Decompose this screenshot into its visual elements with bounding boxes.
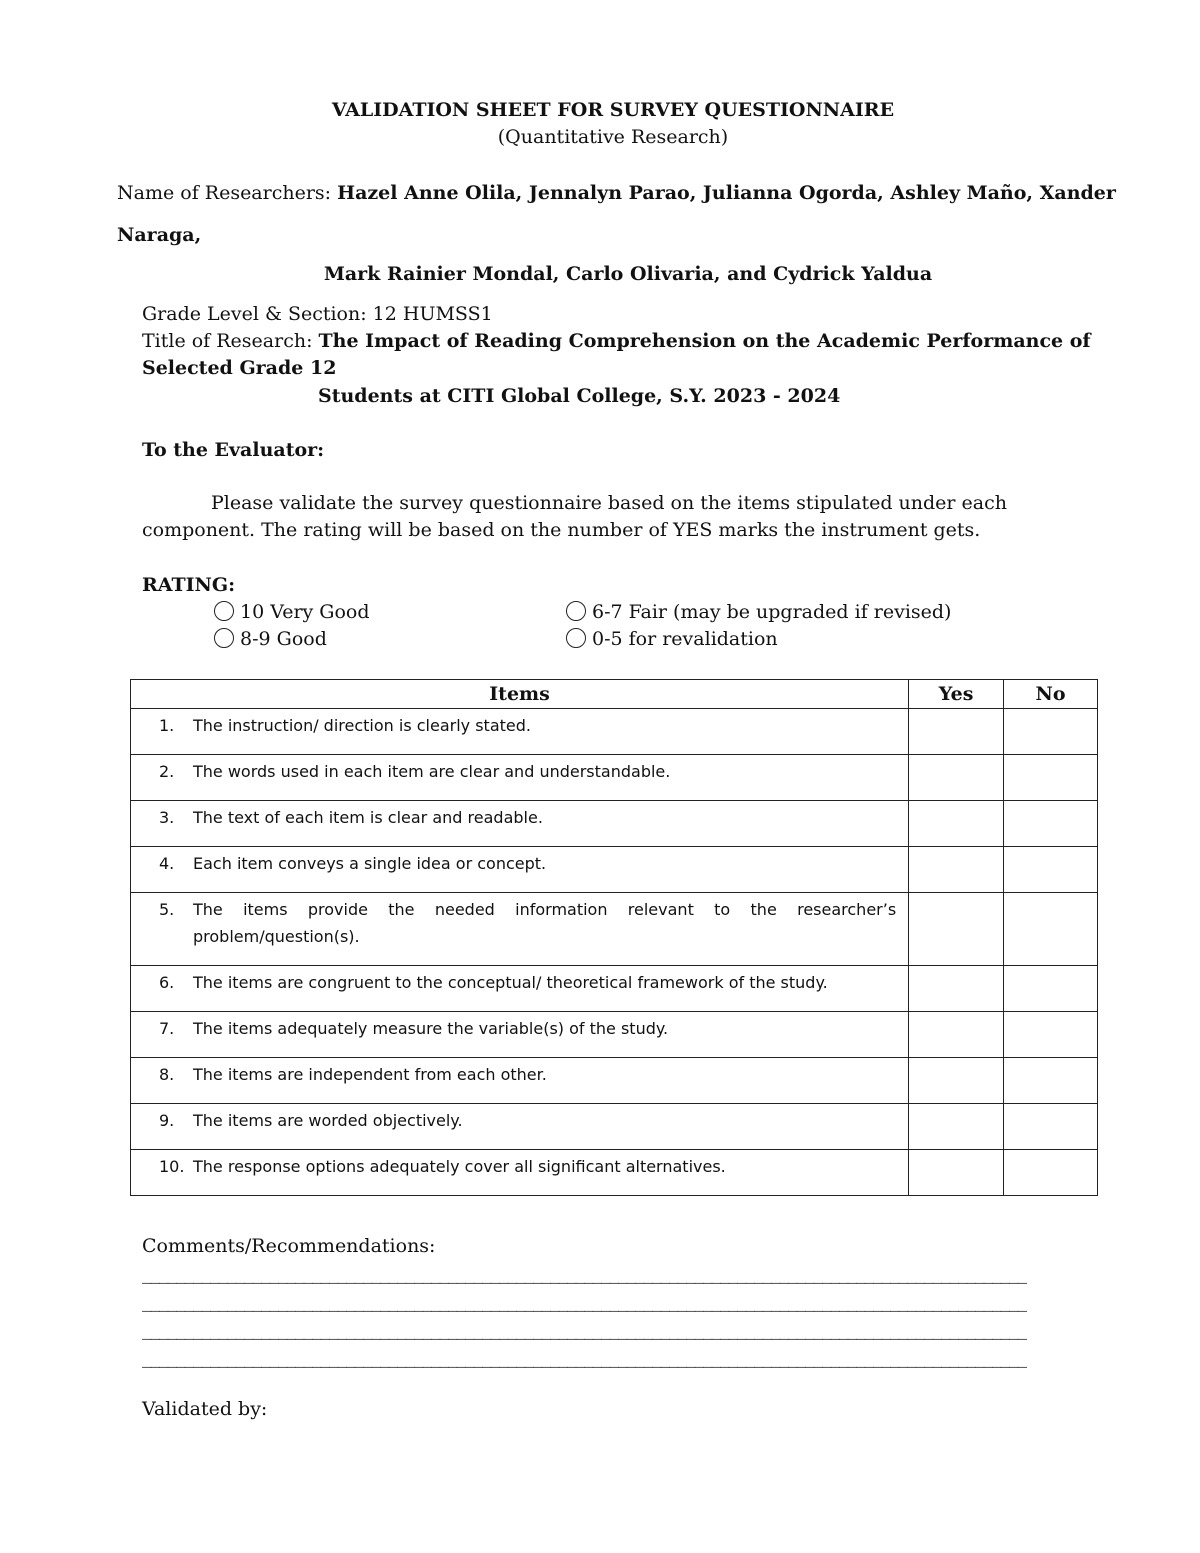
- item-number: 1.: [159, 716, 175, 735]
- table-row: [131, 1104, 1098, 1150]
- item-text: Each item conveys a single idea or concept.: [193, 854, 547, 873]
- comments-blank-line[interactable]: ________________________________________________________________________________________________________: [142, 1290, 1026, 1312]
- item-number: 6.: [159, 973, 175, 992]
- validated-by-label: Validated by:: [142, 1398, 268, 1420]
- table-row: [131, 709, 1098, 755]
- rating-heading-text: RATING:: [142, 574, 236, 596]
- table-row: [131, 893, 1098, 966]
- item-text: The words used in each item are clear and understandable.: [193, 762, 671, 781]
- item-number: 5.: [159, 900, 175, 919]
- table-row: [131, 1150, 1098, 1196]
- yes-cell[interactable]: [909, 801, 1004, 847]
- item-number: 3.: [159, 808, 175, 827]
- item-cell: [131, 1012, 909, 1058]
- table-row: [131, 1058, 1098, 1104]
- rating-option-10[interactable]: [214, 599, 370, 626]
- radio-circle-icon[interactable]: [214, 601, 234, 621]
- yes-cell[interactable]: [909, 1058, 1004, 1104]
- no-cell[interactable]: [1004, 1012, 1098, 1058]
- evaluator-instruction-1: Please validate the survey questionnaire based on the items stipulated under each: [211, 492, 1007, 514]
- rating-option-8-9[interactable]: [214, 626, 327, 653]
- table-row: [131, 1012, 1098, 1058]
- yes-cell[interactable]: [909, 1012, 1004, 1058]
- evaluator-heading-text: To the Evaluator:: [142, 439, 325, 461]
- document-title: VALIDATION SHEET FOR SURVEY QUESTIONNAIRE: [331, 99, 895, 121]
- radio-circle-icon[interactable]: [566, 601, 586, 621]
- rating-heading: [142, 572, 235, 599]
- item-cell: [131, 1058, 909, 1104]
- table-header-row: [131, 680, 1098, 709]
- item-text: The items are congruent to the conceptual/ theoretical framework of the study.: [193, 973, 828, 992]
- grade-line: [142, 301, 493, 328]
- researchers-line-2: [117, 222, 201, 249]
- item-number: 10.: [159, 1157, 185, 1176]
- no-cell[interactable]: [1004, 1058, 1098, 1104]
- no-cell[interactable]: [1004, 755, 1098, 801]
- item-text: The items provide the needed information relevant to the researcher’s problem/question(s).: [193, 900, 897, 946]
- item-number: 8.: [159, 1065, 175, 1084]
- item-cell: [131, 893, 909, 966]
- grade-value: 12 HUMSS1: [372, 303, 493, 325]
- comments-blank-line[interactable]: ________________________________________________________________________________________________________: [142, 1318, 1026, 1340]
- researchers-label: Name of Researchers:: [117, 182, 338, 204]
- no-cell[interactable]: [1004, 893, 1098, 966]
- comments-label: Comments/Recommendations:: [142, 1235, 436, 1257]
- research-title-line: [142, 328, 1091, 355]
- comments-blank-line[interactable]: ________________________________________________________________________________________________________: [142, 1262, 1026, 1284]
- radio-circle-icon[interactable]: [214, 628, 234, 648]
- item-cell: [131, 801, 909, 847]
- radio-circle-icon[interactable]: [566, 628, 586, 648]
- research-title-3: Students at CITI Global College, S.Y. 2023 - 2024: [318, 385, 841, 407]
- yes-cell[interactable]: [909, 1150, 1004, 1196]
- table-row: [131, 755, 1098, 801]
- researchers-line: [117, 180, 1116, 207]
- item-number: 9.: [159, 1111, 175, 1130]
- document-subtitle: (Quantitative Research): [497, 126, 729, 148]
- researchers-names-3: Mark Rainier Mondal, Carlo Olivaria, and Cydrick Yaldua: [323, 263, 933, 285]
- item-text: The items are worded objectively.: [193, 1111, 463, 1130]
- header-no: No: [1004, 680, 1098, 709]
- yes-cell[interactable]: [909, 966, 1004, 1012]
- yes-cell[interactable]: [909, 755, 1004, 801]
- grade-label: Grade Level & Section:: [142, 303, 373, 325]
- rating-option-label: 0-5 for revalidation: [592, 628, 778, 650]
- research-title-line-3: [318, 383, 840, 410]
- researchers-names-2: Naraga,: [117, 224, 202, 246]
- item-number: 7.: [159, 1019, 175, 1038]
- no-cell[interactable]: [1004, 801, 1098, 847]
- research-title-2: Selected Grade 12: [142, 357, 337, 379]
- validation-items-table: [130, 679, 1098, 1196]
- yes-cell[interactable]: [909, 1104, 1004, 1150]
- yes-cell[interactable]: [909, 893, 1004, 966]
- yes-cell[interactable]: [909, 847, 1004, 893]
- table-row: [131, 847, 1098, 893]
- item-text: The items adequately measure the variable(s) of the study.: [193, 1019, 669, 1038]
- item-cell: [131, 755, 909, 801]
- research-title-1: The Impact of Reading Comprehension on the Academic Performance of: [318, 330, 1091, 352]
- header-yes: Yes: [909, 680, 1004, 709]
- evaluator-heading: [142, 437, 324, 464]
- item-cell: [131, 847, 909, 893]
- research-title-label: Title of Research:: [142, 330, 319, 352]
- rating-option-6-7[interactable]: [566, 599, 951, 626]
- item-number: 4.: [159, 854, 175, 873]
- item-cell: [131, 709, 909, 755]
- item-cell: [131, 966, 909, 1012]
- researchers-names-1: Hazel Anne Olila, Jennalyn Parao, Julianna Ogorda, Ashley Maño, Xander: [337, 182, 1116, 204]
- item-number: 2.: [159, 762, 175, 781]
- item-text: The response options adequately cover all significant alternatives.: [193, 1157, 726, 1176]
- item-text: The text of each item is clear and readable.: [193, 808, 543, 827]
- rating-option-label: 10 Very Good: [240, 601, 370, 623]
- rating-option-0-5[interactable]: [566, 626, 778, 653]
- table-row: [131, 801, 1098, 847]
- item-cell: [131, 1104, 909, 1150]
- no-cell[interactable]: [1004, 966, 1098, 1012]
- item-text: The items are independent from each other.: [193, 1065, 547, 1084]
- header-items: Items: [131, 680, 909, 709]
- rating-option-label: 6-7 Fair (may be upgraded if revised): [592, 601, 952, 623]
- yes-cell[interactable]: [909, 709, 1004, 755]
- item-cell: [131, 1150, 909, 1196]
- no-cell[interactable]: [1004, 1104, 1098, 1150]
- research-title-line-2: [142, 355, 336, 382]
- no-cell[interactable]: [1004, 709, 1098, 755]
- no-cell[interactable]: [1004, 847, 1098, 893]
- table-row: [131, 966, 1098, 1012]
- rating-option-label: 8-9 Good: [240, 628, 327, 650]
- no-cell[interactable]: [1004, 1150, 1098, 1196]
- comments-blank-line[interactable]: ________________________________________________________________________________________________________: [142, 1346, 1026, 1368]
- researchers-line-3: [0, 261, 1200, 288]
- item-text: The instruction/ direction is clearly stated.: [193, 716, 531, 735]
- evaluator-instruction-2: component. The rating will be based on the number of YES marks the instrument gets.: [142, 519, 981, 541]
